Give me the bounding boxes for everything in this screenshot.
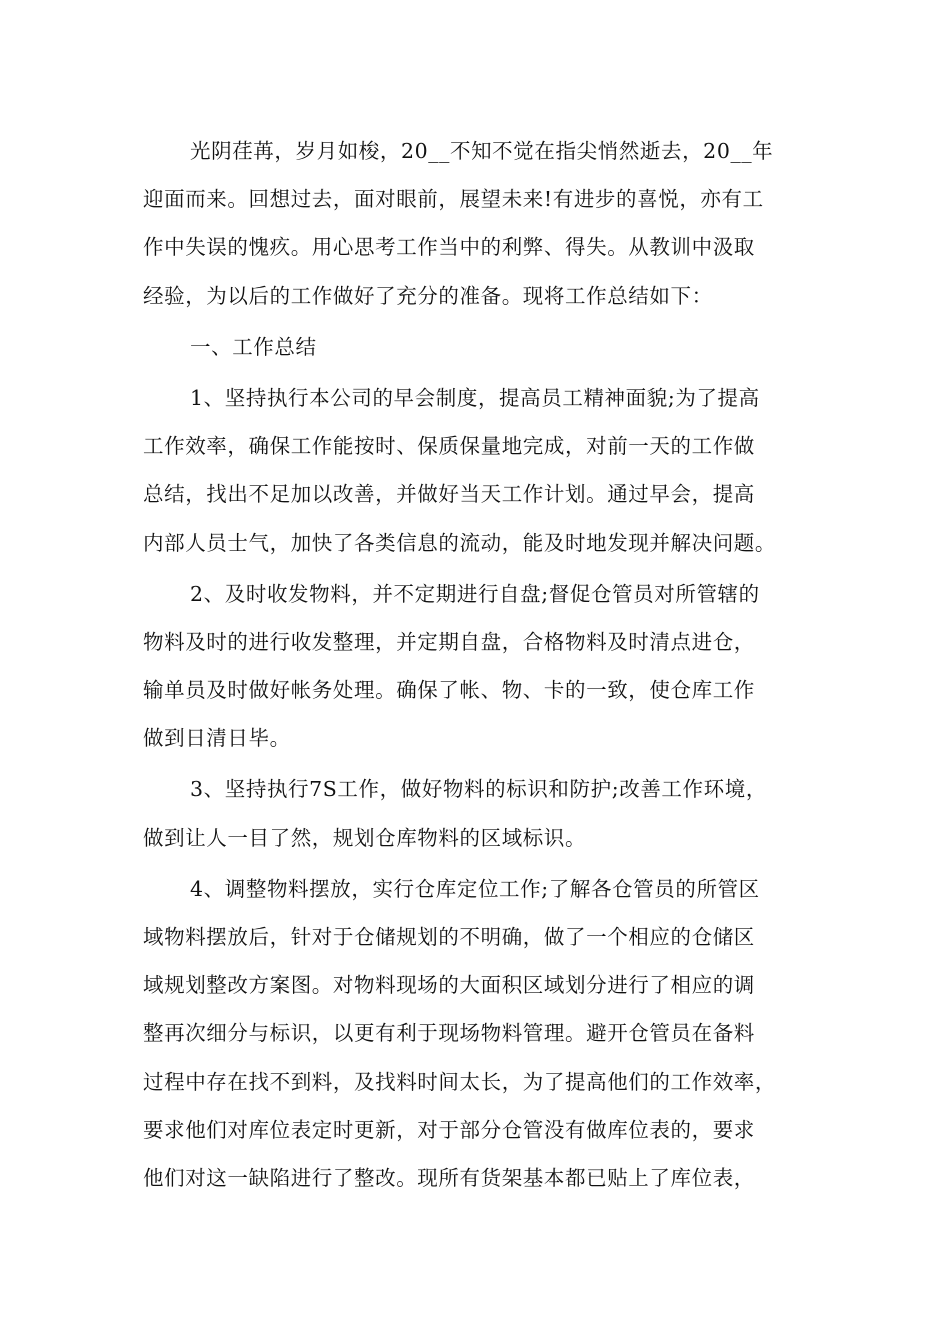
paragraph-line: 要求他们对库位表定时更新，对于部分仓管没有做库位表的，要求 <box>143 1117 755 1142</box>
paragraph-line: 做到让人一目了然，规划仓库物料的区域标识。 <box>143 825 587 850</box>
item-4-paragraph <box>143 865 813 1202</box>
paragraph-line: 域物料摆放后，针对于仓储规划的不明确，做了一个相应的仓储区 <box>143 925 755 949</box>
paragraph-line: 物料及时的进行收发整理，并定期自盘，合格物料及时清点进仓， <box>143 629 755 654</box>
paragraph-line: 做到日清日毕。 <box>143 726 291 751</box>
paragraph-line: 过程中存在找不到料，及找料时间太长，为了提高他们的工作效率， <box>143 1069 776 1094</box>
paragraph-line: 内部人员士气，加快了各类信息的流动，能及时地发现并解决问题。 <box>143 530 776 555</box>
section-heading-text: 一、工作总结 <box>190 334 317 359</box>
paragraph-line: 4、调整物料摆放，实行仓库定位工作;了解各仓管员的所管区 <box>190 876 760 901</box>
paragraph-line: 总结，找出不足加以改善，并做好当天工作计划。通过早会，提高 <box>143 482 755 507</box>
item-1-paragraph <box>143 374 813 567</box>
paragraph-line: 工作效率，确保工作能按时、保质保量地完成，对前一天的工作做 <box>143 434 755 459</box>
item-3-paragraph <box>143 765 813 861</box>
paragraph-line: 1、坚持执行本公司的早会制度，提高员工精神面貌;为了提高 <box>190 385 760 410</box>
item-2-paragraph <box>143 570 813 763</box>
paragraph-line: 迎面而来。回想过去，面对眼前，展望未来!有进步的喜悦，亦有工 <box>143 187 764 212</box>
paragraph-line: 2、及时收发物料，并不定期进行自盘;督促仓管员对所管辖的 <box>190 581 760 606</box>
intro-paragraph <box>143 127 813 320</box>
paragraph-line: 3、坚持执行7S工作，做好物料的标识和防护;改善工作环境， <box>190 777 767 802</box>
document-body <box>143 127 813 1205</box>
paragraph-line: 域规划整改方案图。对物料现场的大面积区域划分进行了相应的调 <box>143 973 755 998</box>
paragraph-line: 光阴荏苒，岁月如梭，20__不知不觉在指尖悄然逝去，20__年 <box>190 139 774 163</box>
paragraph-line: 整再次细分与标识，以更有利于现场物料管理。避开仓管员在备料 <box>143 1021 755 1046</box>
section-heading <box>143 323 813 371</box>
paragraph-line: 经验，为以后的工作做好了充分的准备。现将工作总结如下： <box>143 283 713 308</box>
paragraph-line: 作中失误的愧疚。用心思考工作当中的利弊、得失。从教训中汲取 <box>143 235 755 260</box>
paragraph-line: 输单员及时做好帐务处理。确保了帐、物、卡的一致，使仓库工作 <box>143 678 755 703</box>
paragraph-line: 他们对这一缺陷进行了整改。现所有货架基本都已贴上了库位表， <box>143 1165 755 1190</box>
